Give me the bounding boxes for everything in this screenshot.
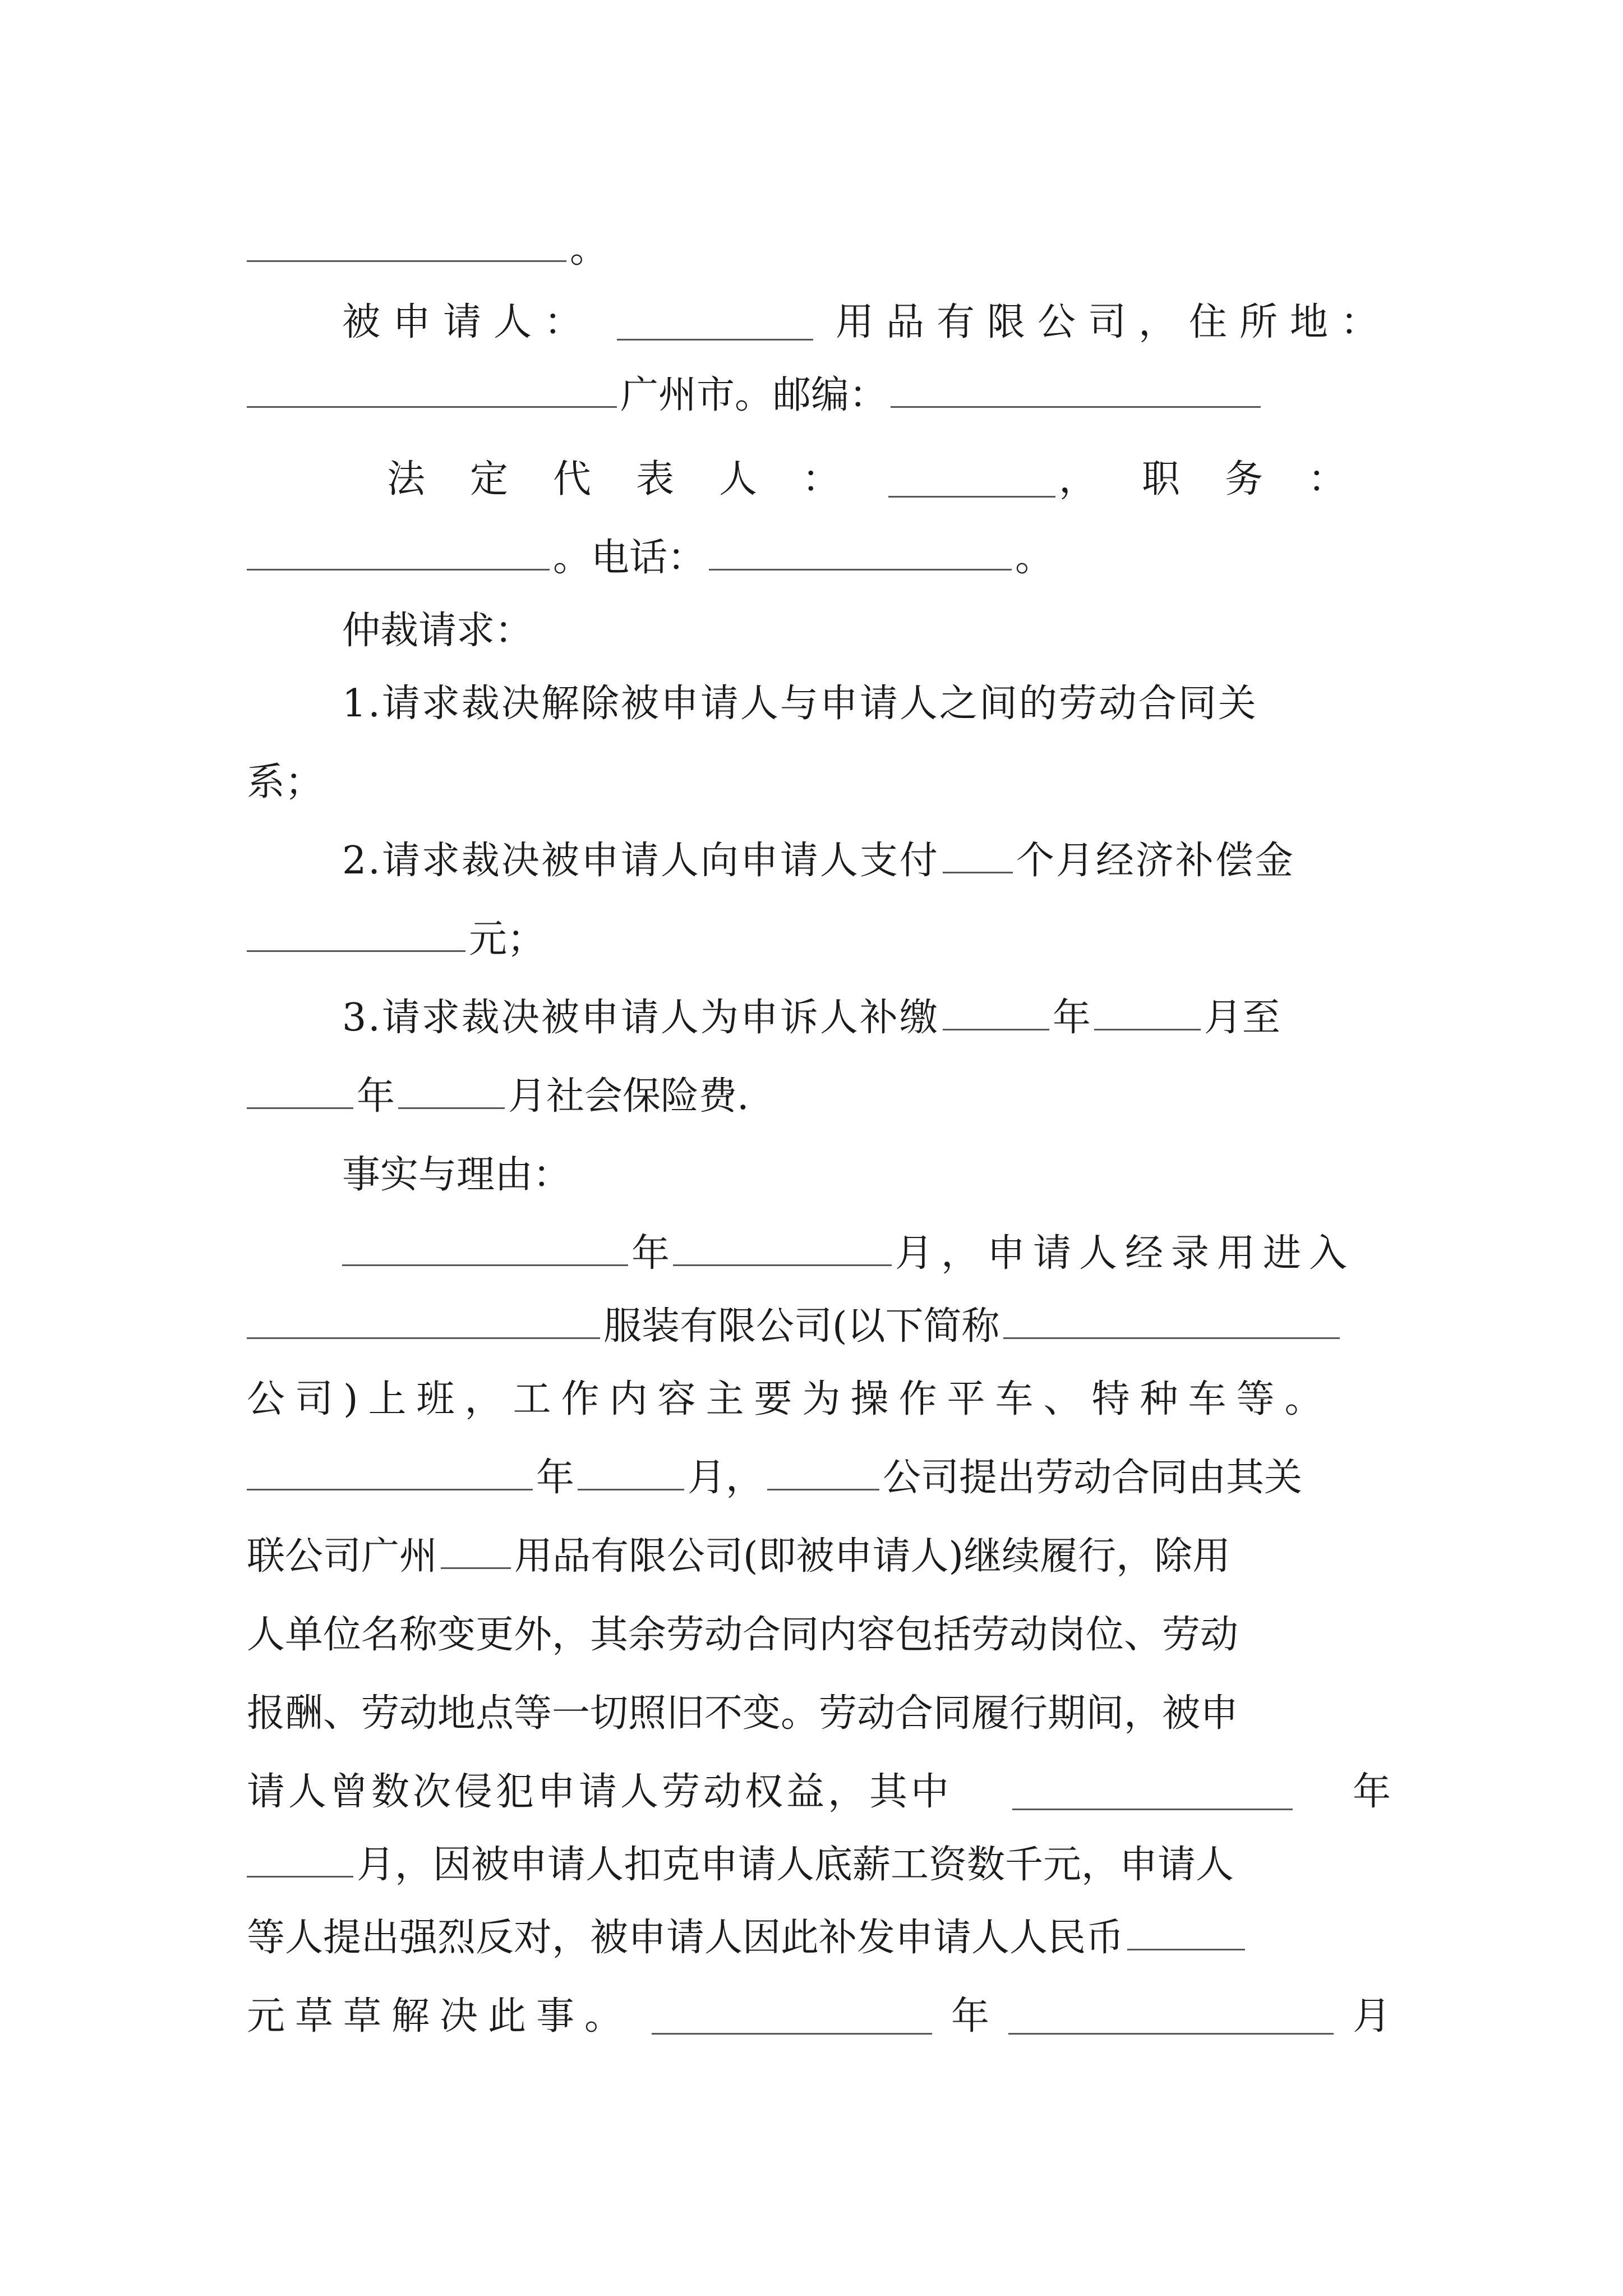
fill-blank [888, 462, 1055, 498]
text-line-19 [247, 1602, 1391, 1669]
line-text: 3.请求裁决被申请人为申诉人补缴 [342, 996, 939, 1040]
fill-blank [709, 535, 1012, 570]
text-line-9 [342, 827, 1391, 895]
line-text: 元草草解决此事。 [247, 1994, 633, 2039]
text-line-11 [342, 984, 1391, 1052]
line-text: 法定代表人： [387, 457, 886, 501]
text-line-23 [247, 1904, 1391, 1972]
text-line-4 [342, 446, 1391, 513]
line-text: 月至 [1204, 996, 1280, 1040]
text-line-7 [342, 670, 1391, 738]
text-line-18 [247, 1523, 1391, 1590]
line-text: 2.请求裁决被申请人向申请人支付 [342, 839, 939, 883]
text-line-8 [247, 749, 1391, 816]
fill-blank [441, 1534, 511, 1569]
text-line-13 [342, 1142, 1391, 1209]
line-text: 用品有限公司，住所地： [835, 300, 1391, 344]
fill-blank [578, 1455, 684, 1490]
section-heading: 仲裁请求： [342, 609, 533, 653]
fill-blank [1094, 995, 1201, 1030]
line-text: 服装有限公司(以下简称 [603, 1304, 1000, 1349]
text-line-10 [247, 906, 1391, 973]
text-line-15 [247, 1293, 1391, 1360]
line-text: 人单位名称变更外，其余劳动合同内容包括劳动岗位、劳动 [247, 1613, 1239, 1657]
line-text: 年 [1052, 996, 1091, 1040]
line-text: 公司提出劳动合同由其关 [883, 1456, 1303, 1500]
line-text: 年 [536, 1456, 575, 1500]
text-line-3 [247, 362, 1391, 429]
line-text: 年 [631, 1231, 670, 1276]
line-text: 系； [247, 760, 324, 804]
text-line-14 [342, 1220, 1391, 1287]
text-line-21 [247, 1759, 1391, 1826]
line-text: 用品有限公司(即被申请人)继续履行，除用 [514, 1534, 1231, 1579]
fill-blank [247, 1304, 600, 1339]
fill-blank [247, 1842, 353, 1878]
line-text: 年 [1352, 1770, 1391, 1814]
fill-blank [247, 372, 617, 408]
fill-blank [943, 838, 1013, 873]
fill-blank [342, 1231, 628, 1266]
fill-blank [247, 535, 550, 570]
line-text: ，职务： [1058, 457, 1391, 501]
line-text: 元； [469, 917, 546, 961]
line-text: 个月经济补偿金 [1016, 839, 1295, 883]
text-line-5 [247, 524, 1391, 592]
fill-blank [247, 1455, 533, 1490]
text-line-1 [247, 216, 1391, 283]
fill-blank [1008, 1999, 1334, 2035]
line-text: 年 [357, 1074, 395, 1119]
line-text: 月， [688, 1456, 764, 1500]
line-text: 报酬、劳动地点等一切照旧不变。劳动合同履行期间，被申 [247, 1691, 1239, 1736]
line-text: 1.请求裁决解除被申请人与申请人之间的劳动合同关 [342, 682, 1258, 726]
line-text: 月社会保险费. [508, 1074, 749, 1119]
fill-blank [617, 305, 813, 341]
line-text: 请人曾数次侵犯申请人劳动权益，其中 [247, 1770, 953, 1814]
line-text: 联公司广州 [247, 1534, 438, 1579]
line-text: 月 [1352, 1994, 1391, 2039]
section-heading: 事实与理由： [342, 1153, 571, 1197]
text-line-22 [247, 1832, 1391, 1899]
fill-blank [247, 227, 566, 262]
line-text: 等人提出强烈反对，被申请人因此补发申请人人民币 [247, 1916, 1124, 1960]
line-text: 年 [951, 1994, 989, 2039]
text-line-2 [342, 289, 1391, 356]
line-text: 。 [570, 227, 608, 272]
fill-blank [247, 917, 465, 952]
fill-blank [767, 1455, 879, 1490]
fill-blank [247, 1074, 353, 1109]
fill-blank [1003, 1304, 1340, 1339]
fill-blank [891, 372, 1261, 408]
line-text: 广州市。邮编： [620, 373, 888, 417]
text-line-17 [247, 1444, 1391, 1512]
fill-blank [673, 1231, 892, 1266]
fill-blank [1012, 1775, 1293, 1810]
text-line-6 [342, 597, 1391, 665]
text-line-12 [247, 1063, 1391, 1130]
text-line-16 [247, 1366, 1391, 1433]
fill-blank [943, 995, 1049, 1030]
fill-blank [1127, 1915, 1245, 1950]
line-text: 。 [1015, 536, 1054, 580]
line-text: 被申请人： [342, 300, 595, 344]
fill-blank [398, 1074, 505, 1109]
text-line-24 [247, 1983, 1391, 2050]
fill-blank [652, 1999, 932, 2035]
line-text: 月，申请人经录用进入 [895, 1231, 1355, 1276]
line-text: 。电话： [553, 536, 706, 580]
line-text: 公司)上班，工作内容主要为操作平车、特种车等。 [247, 1377, 1333, 1421]
text-line-20 [247, 1680, 1391, 1747]
line-text: 月，因被申请人扣克申请人底薪工资数千元，申请人 [357, 1843, 1234, 1887]
